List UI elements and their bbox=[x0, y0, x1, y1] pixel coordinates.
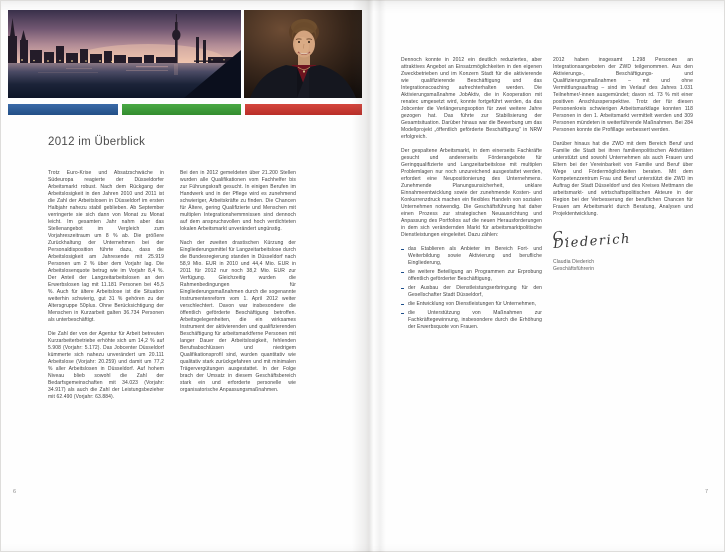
city-skyline-illustration bbox=[8, 10, 241, 98]
city-skyline-photo bbox=[8, 10, 241, 98]
list-item bbox=[401, 246, 542, 267]
list-item bbox=[401, 310, 542, 331]
accent-bar-red bbox=[245, 104, 362, 115]
list-item-text: die Entwicklung von Dienstleistungen für Unternehmen, bbox=[408, 301, 537, 307]
page-number-left: 6 bbox=[13, 489, 17, 495]
body-paragraph: Nach der zweiten drastischen Kürzung der Eingliederungsmittel für Langzeitarbeitslose durch die Bundesregierung standen in Düsseldorf nach 58,9 Mio. EUR in 2010 und 44,4 Mio. EUR in 2011 für 2012 nur noch 38,2 Mio. EUR zur Verfügung. Gleichzeitig wurden die Rahmenbedingungen für Eingliederungsmaßnahmen durch die sogenannte Instrumentenreform vom 1. April 2012 weiter verschlechtert. Davon war insbesondere die öffentlich geförderte Beschäftigung betroffen. Arbeitsgelegenheiten, die ein wirksames Instrument der aktivierenden und qualifizierenden Beschäftigung für arbeitsmarktferne Personen mit langer Dauer der Arbeitslosigkeit, fehlenden Berufsabschlüssen und niedrigem Qualifikationsprofil sind, wurden quantitativ wie qualitativ stark zurückgefahren und mit minimalen Trägervergütungen ausgestattet. In der Folge brach der Umsatz in diesem Geschäftsbereich stark ein und erforderte personelle wie organisatorische Anpassungsmaßnahmen. bbox=[180, 240, 296, 393]
bullet-dash-icon bbox=[401, 313, 404, 314]
body-paragraph: Trotz Euro-Krise und Absatzschwäche in Südeuropa reagierte der Düsseldorfer Arbeitsmarkt robust. Nach dem Rückgang der Arbeitslosigkeit in den Jahren 2010 und 2011 ist die Zahl der Arbeitslosen in Düsseldorf im ersten Halbjahr nahezu stabil geblieben. Ab September verringerte sie sich dann von Monat zu Monat leicht. Im gesamten Jahr nahm aber das Stellenangebot im Vergleich zum Vorjahreszeitraum um 8 % ab. Die größere Zurückhaltung der Unternehmen bei der Personaldisposition führte dazu, dass die Arbeitslosigkeit am Jahresende mit 25.919 Personen um 2 % über dem Vorjahr lag. Die Arbeitslosenquote betrug wie im Vorjahr 8,4 %. Der Anteil der Langzeitarbeitslosen an den Erwerbslosen lag mit 11.181 Personen bei 45,5 %. Auch für ältere Arbeitslose ist die Situation weiterhin schwierig, gut 31 % gehören zu der Altersgruppe 50plus. Ohne Berücksichtigung der Menschen in Kurzarbeit galten 36.734 Personen als unterbeschäftigt. bbox=[48, 170, 164, 323]
right-page-column-2 bbox=[553, 57, 693, 273]
signature-handwriting: C. Diederich bbox=[552, 228, 632, 252]
body-paragraph: Bei den in 2012 gemeldeten über 21.200 Stellen wurden alle Qualifikationen vom Fachhelfer bis zur Führungskraft gesucht. In einigen Berufen im Handwerk und in der Pflege wird es zunehmend schwieriger, Arbeitskräfte zu finden. Die Chancen für Ältere, gering Qualifizierte und Menschen mit multiplen Integrationshemmnissen sind dennoch auf dem anspruchsvollen und hoch verdichteten lokalen Arbeitsmarkt unverändert ungünstig. bbox=[180, 170, 296, 232]
page-title: 2012 im Überblick bbox=[48, 136, 146, 148]
bullet-dash-icon bbox=[401, 304, 404, 305]
list-item bbox=[401, 285, 542, 299]
body-paragraph: Die Zahl der von der Agentur für Arbeit betreuten Kurzarbeiterbetriebe erhöhte sich um 14,2 % auf 5.908 (Vorjahr: 5.172). Das Jobcenter Düsseldorf kümmerte sich nahezu unverändert um 20.111 Arbeitslose (Vorjahr: 20.259) und damit um 77,2 % aller Arbeitslosen in Düsseldorf. Auf hohem Niveau blieb sowohl die Zahl der Bedarfsgemeinschaften mit 34.023 (Vorjahr: 34.917) als auch die Zahl der Leistungsbezieher mit 62.490 (Vorjahr: 63.884). bbox=[48, 331, 164, 400]
left-page-column-2 bbox=[180, 170, 296, 401]
right-page bbox=[368, 0, 725, 552]
page-number-right: 7 bbox=[705, 489, 709, 495]
strategy-bullet-list bbox=[401, 246, 542, 331]
portrait-photo bbox=[244, 10, 362, 98]
list-item bbox=[401, 269, 542, 283]
right-page-column-1 bbox=[401, 57, 542, 333]
body-paragraph: Dennoch konnte in 2012 ein deutlich reduziertes, aber attraktives Angebot an Einsatzmöglichkeiten in den eigenen Zweckbetrieben und im Konzern Stadt für die aktivierende wie qualifizierende Beschäftigung und das Integrationscoaching aufrechterhalten werden. Die Aktivierungsmaßnahme JobAktiv, die in Kooperation mit renatec umgesetzt wird, konnte fortgeführt werden, da das Jobcenter die Verlängerungsoption für zwei weitere Jahre gezogen hat. Das führte zur Stabilisierung der Gesamtsituation. Darüber hinaus war die Bewerbung um das Modellprojekt „öffentlich geförderte Beschäftigung“ in NRW erfolgreich. bbox=[401, 57, 542, 140]
list-item-text: das Etablieren als Anbieter im Bereich Fort- und Weiterbildung sowie Aktivierung und berufliche Eingliederung, bbox=[408, 246, 542, 266]
body-paragraph: 2012 haben insgesamt 1.298 Personen an Integrationsangeboten der ZWD teilgenommen. Aus den Aktivierungs-, Beschäftigungs- und Qualifizierungsmaßnahmen – mit und ohne Vermittlungsauftrag – sind im Verlauf des Jahres 1.031 Teilnehmer/-innen ausgemündet; davon rd. 73 % mit einer positiven Anschlussperspektive. Trotz der für diesen Personenkreis schwierigen Arbeitsmarktlage konnten 118 Personen in den 1. Arbeitsmarkt vermittelt werden und 309 Personen mündeten in weiterführende Maßnahmen. Bei 284 Personen konnte die Profillage verbessert werden. bbox=[553, 57, 693, 133]
signature-title: Geschäftsführerin bbox=[553, 266, 595, 272]
bullet-dash-icon bbox=[401, 272, 404, 273]
accent-bar-blue bbox=[8, 104, 118, 115]
signature-name: Claudia Diederich bbox=[553, 259, 595, 265]
bullet-dash-icon bbox=[401, 249, 404, 250]
list-item-text: der Ausbau der Dienstleistungserbringung für den Gesellschafter Stadt Düsseldorf, bbox=[408, 285, 542, 298]
body-paragraph: Darüber hinaus hat die ZWD mit dem Bereich Beruf und Familie die Stadt bei ihren familienpolitischen Aktivitäten unterstützt und sowohl Unternehmen als auch Frauen und Eltern bei der Vereinbarkeit von Familie und Beruf über Wege und Fördermöglichkeiten beraten. Mit dem Kompetenzzentrum Frau und Beruf unterstützt die ZWD im Auftrag der Stadt Düsseldorf und des Kreises Mettmann die arbeitsmarkt- und wirtschaftspolitischen Akteure in der Region bei der Verbesserung der beruflichen Chancen für Frauen am Arbeitsmarkt durch Beratung, Analysen und Projektentwicklung. bbox=[553, 141, 693, 217]
list-item-text: die Unterstützung von Maßnahmen zur Fachkräftegewinnung, insbesondere durch die Erhöhung der Erwerbsquote von Frauen. bbox=[408, 310, 542, 330]
portrait-illustration bbox=[244, 10, 362, 98]
left-page-column-1 bbox=[48, 170, 164, 408]
list-item-text: die weitere Beteiligung an Programmen zur Erprobung öffentlich geförderter Beschäftigung, bbox=[408, 269, 542, 282]
body-paragraph: Der gespaltene Arbeitsmarkt, in dem einerseits Fachkräfte gesucht und andererseits Förderangebote für Geringqualifizierte und Langzeitarbeitslose mit multiplen Problemlagen nur noch unzureichend ausgestattet werden, erfordert eine Neupositionierung des Unternehmens. Zunehmende Planungsunsicherheit, unklare Einnahmeentwicklung sowie der zunehmende Kosten- und Konkurrenzdruck machen ein flexibles Handeln von sozialen Unternehmen notwendig. Die Geschäftsführung hat daher einen Prozess zur strategischen Neuausrichtung und Anpassung des Portfolios auf die neuen Herausforderungen in dem sich verändernden Markt für arbeitsmarktpolitische Dienstleistungen eingeleitet. Dazu zählen: bbox=[401, 148, 542, 238]
list-item bbox=[401, 301, 542, 308]
bullet-dash-icon bbox=[401, 288, 404, 289]
accent-bar-green bbox=[122, 104, 241, 115]
